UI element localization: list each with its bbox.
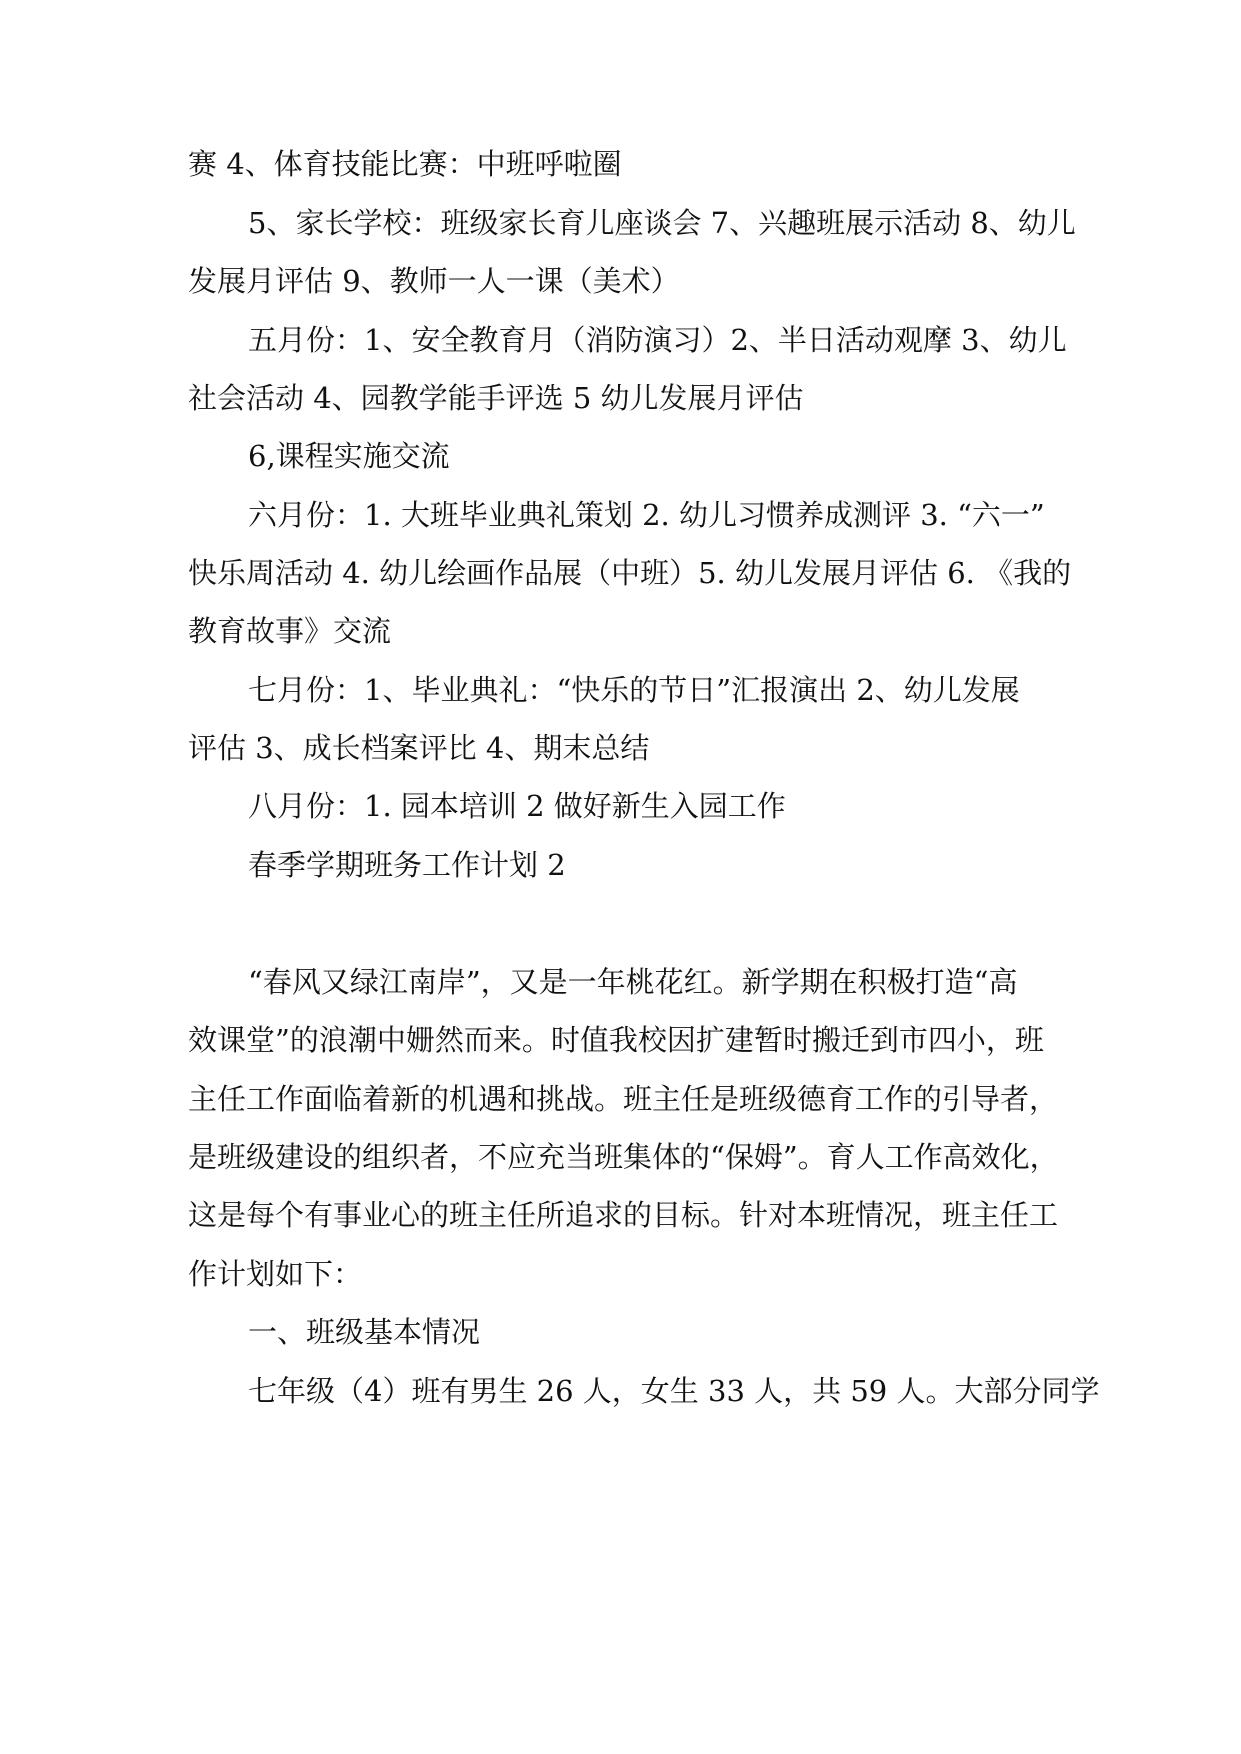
text-line: 评估 3、成长档案评比 4、期末总结 — [188, 731, 650, 765]
section-heading: 一、班级基本情况 — [248, 1315, 481, 1349]
text-line: 是班级建设的组织者，不应充当班集体的“保姆”。育人工作高效化， — [188, 1140, 1059, 1174]
text-line: 赛 4、体育技能比赛：中班呼啦圈 — [188, 147, 622, 181]
text-line: 七年级（4）班有男生 26 人，女生 33 人，共 59 人。大部分同学 — [248, 1374, 1100, 1408]
text-line: “春风又绿江南岸”，又是一年桃花红。新学期在积极打造“高 — [248, 965, 1018, 999]
text-line: 七月份：1、毕业典礼：“快乐的节日”汇报演出 2、幼儿发展 — [248, 673, 1020, 707]
text-line: 六月份：1. 大班毕业典礼策划 2. 幼儿习惯养成测评 3. “六一” — [248, 498, 1045, 532]
text-line: 作计划如下： — [188, 1257, 363, 1291]
text-line: 社会活动 4、园教学能手评选 5 幼儿发展月评估 — [188, 381, 804, 415]
text-line: 八月份：1. 园本培训 2 做好新生入园工作 — [248, 789, 786, 823]
text-line: 发展月评估 9、教师一人一课（美术） — [188, 264, 680, 298]
text-line: 快乐周活动 4. 幼儿绘画作品展（中班）5. 幼儿发展月评估 6. 《我的 — [188, 556, 1072, 590]
text-line: 这是每个有事业心的班主任所追求的目标。针对本班情况，班主任工 — [188, 1198, 1059, 1232]
text-line: 主任工作面临着新的机遇和挑战。班主任是班级德育工作的引导者， — [188, 1082, 1059, 1116]
text-line: 6,课程实施交流 — [248, 439, 450, 473]
section-heading: 春季学期班务工作计划 2 — [248, 848, 566, 882]
text-line: 5、家长学校：班级家长育儿座谈会 7、兴趣班展示活动 8、幼儿 — [248, 206, 1076, 240]
text-line: 教育故事》交流 — [188, 614, 392, 648]
text-line: 效课堂”的浪潮中姗然而来。时值我校因扩建暂时搬迁到市四小，班 — [188, 1023, 1044, 1057]
text-line: 五月份：1、安全教育月（消防演习）2、半日活动观摩 3、幼儿 — [248, 323, 1067, 357]
